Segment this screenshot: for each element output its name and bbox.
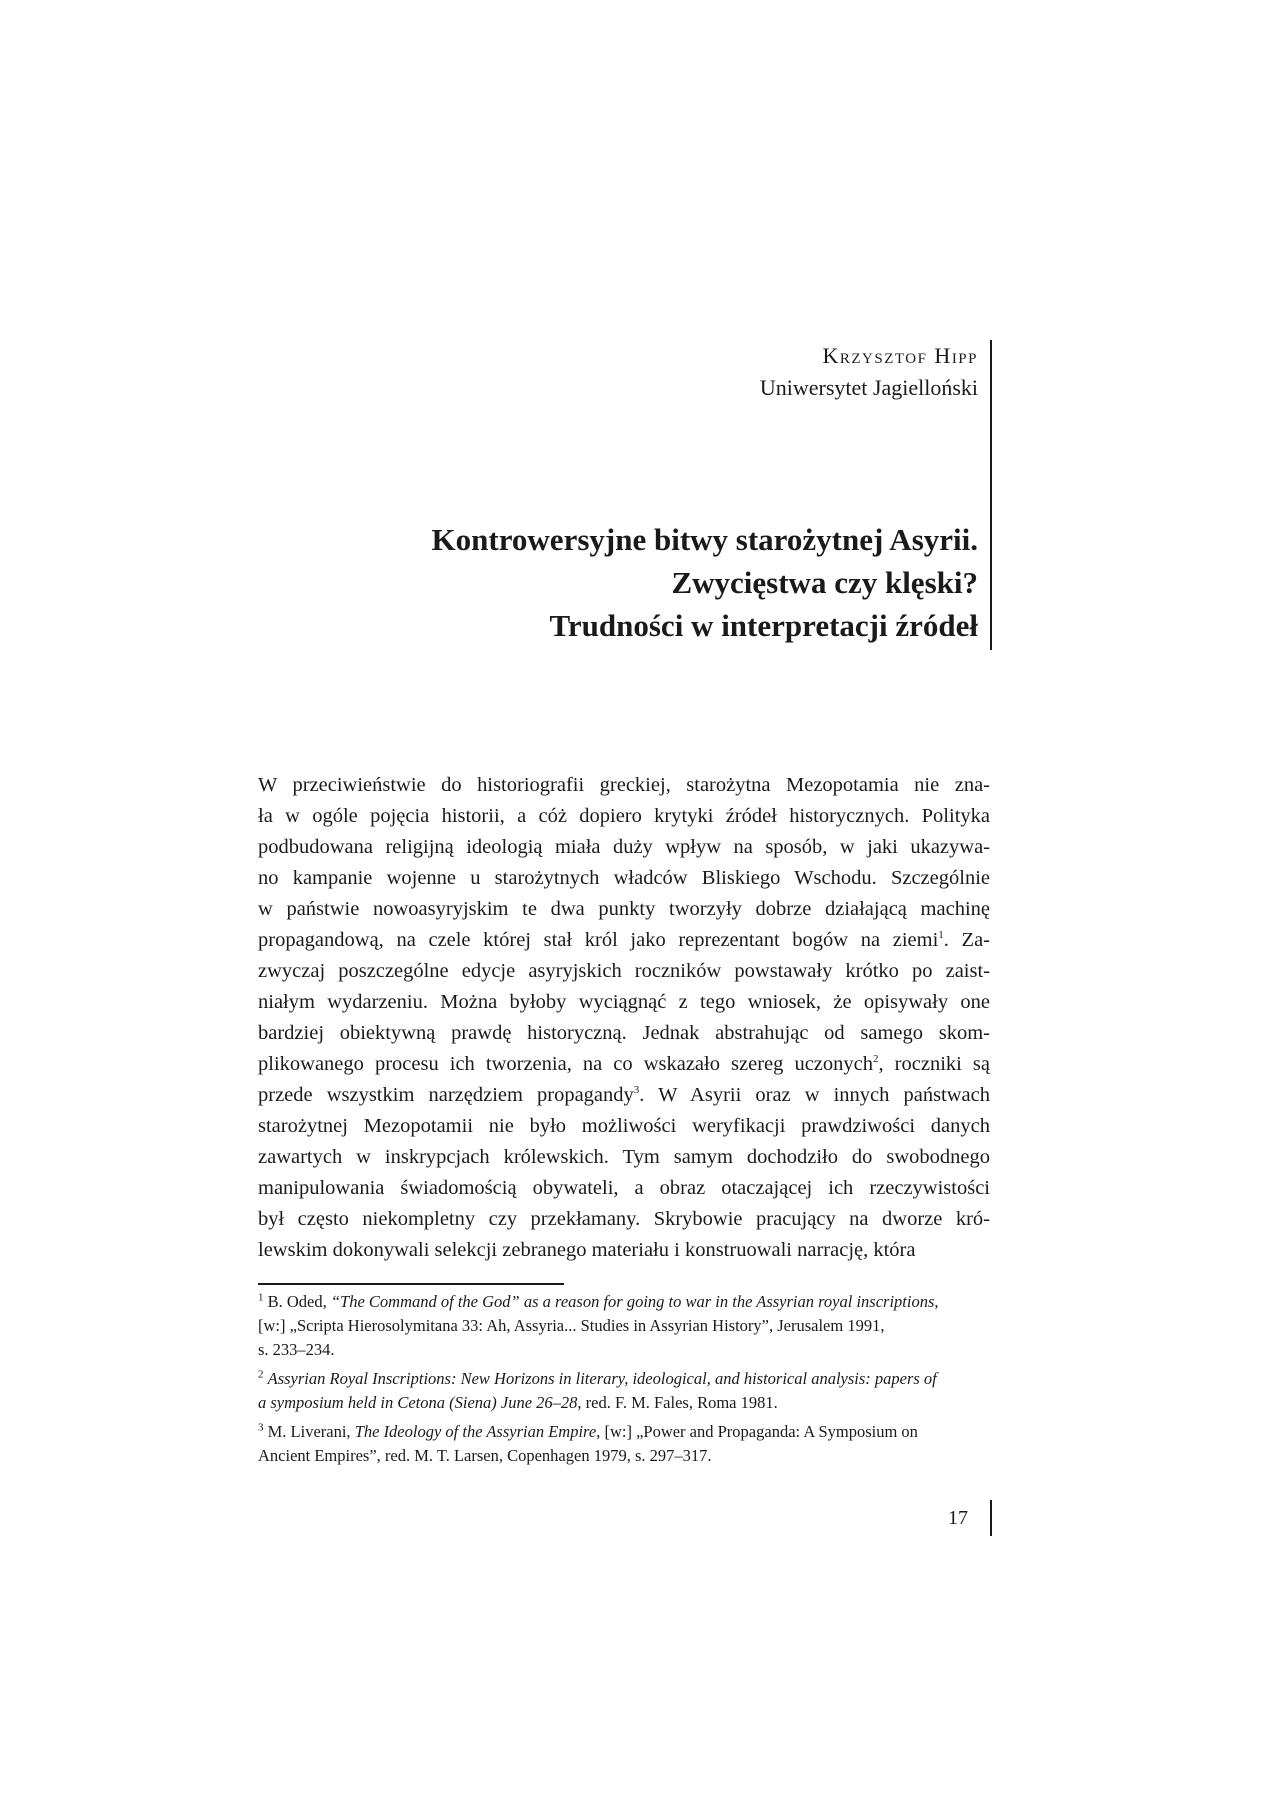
footnote-line — [258, 1290, 990, 1314]
footnote-title: “The Command of the God” as a reason for going to war in the Assyrian royal inscriptions, — [330, 1292, 939, 1311]
body-line: manipulowania świadomością obywateli, a obraz otaczającej ich rzeczywistości — [258, 1177, 990, 1199]
body-line: bardziej obiektywną prawdę historyczną. Jednak abstrahując od samego skom- — [258, 1022, 990, 1044]
body-line: W przeciwieństwie do historiografii greckiej, starożytna Mezopotamia nie zna- — [258, 774, 990, 796]
page-number-rule — [990, 1500, 992, 1536]
footnote-ref-2[interactable]: 2 — [873, 1053, 879, 1066]
title-line-1: Kontrowersyjne bitwy starożytnej Asyrii. — [431, 522, 978, 557]
footnote-line: [w:] „Scripta Hierosolymitana 33: Ah, Assyria... Studies in Assyrian History”, Jerusalem 1991, — [258, 1316, 885, 1335]
footnote-number: 1 — [258, 1291, 264, 1304]
footnote-1 — [258, 1290, 990, 1362]
body-line — [258, 1080, 990, 1111]
body-line: starożytnej Mezopotamii nie było możliwości weryfikacji prawdziwości danych — [258, 1115, 990, 1137]
footnote-text: B. Oded, — [263, 1292, 331, 1311]
title-line-3: Trudności w interpretacji źródeł — [549, 608, 978, 643]
body-line: ła w ogóle pojęcia historii, a cóż dopiero krytyki źródeł historycznych. Polityka — [258, 805, 990, 827]
footnote-ref-3[interactable]: 3 — [633, 1084, 640, 1097]
body-text: plikowanego procesu ich tworzenia, na co wskazało szereg uczonych — [258, 1053, 873, 1075]
author-title-rule — [990, 340, 992, 650]
title-line-2: Zwycięstwa czy klęski? — [671, 565, 978, 600]
body-line: zawartych w inskrypcjach królewskich. Tym samym dochodziło do swobodnego — [258, 1146, 990, 1168]
footnote-3 — [258, 1420, 990, 1468]
page-number: 17 — [948, 1507, 968, 1529]
body-paragraph — [258, 770, 990, 1266]
body-text: . W Asyrii oraz w innych państwach — [639, 1084, 991, 1106]
footnotes — [258, 1290, 990, 1473]
footnote-text: M. Liverani, — [263, 1422, 355, 1441]
author-name: Krzysztof Hipp — [822, 343, 978, 368]
body-text: przede wszystkim narzędziem propagandy — [258, 1084, 634, 1106]
body-text: . Za- — [943, 929, 990, 951]
body-line: zwyczaj poszczególne edycje asyryjskich roczników powstawały krótko po zaist- — [258, 960, 990, 982]
footnote-line — [258, 1367, 990, 1391]
body-text: , roczniki są — [878, 1053, 990, 1075]
footnote-number: 3 — [258, 1421, 264, 1434]
footnote-text: , red. F. M. Fales, Roma 1981. — [577, 1393, 778, 1412]
footnote-separator — [258, 1283, 564, 1285]
body-line: no kampanie wojenne u starożytnych władców Bliskiego Wschodu. Szczególnie — [258, 867, 990, 889]
footnote-title: Assyrian Royal Inscriptions: New Horizons in literary, ideological, and historical analysis: papers of — [267, 1369, 937, 1388]
body-line: niałym wydarzeniu. Można byłoby wyciągnąć z tego wniosek, że opisywały one — [258, 991, 990, 1013]
footnote-number: 2 — [258, 1368, 264, 1381]
body-line: w państwie nowoasyryjskim te dwa punkty tworzyły dobrze działającą machinę — [258, 898, 990, 920]
body-line — [258, 1049, 990, 1080]
body-line: lewskim dokonywali selekcji zebranego materiału i konstruowali narrację, która — [258, 1239, 916, 1261]
footnote-ref-1[interactable]: 1 — [938, 929, 944, 942]
footnote-2 — [258, 1367, 990, 1415]
author-affiliation: Uniwersytet Jagielloński — [759, 375, 978, 400]
body-line: był często niekompletny czy przekłamany. Skrybowie pracujący na dworze kró- — [258, 1208, 990, 1230]
footnote-line: Ancient Empires”, red. M. T. Larsen, Copenhagen 1979, s. 297–317. — [258, 1446, 712, 1465]
footnote-text: , [w:] „Power and Propaganda: A Symposium on — [596, 1422, 918, 1441]
footnote-title: a symposium held in Cetona (Siena) June 26–28 — [258, 1393, 578, 1412]
article-title — [432, 518, 978, 647]
body-line — [258, 925, 990, 956]
author-block — [760, 340, 978, 404]
footnote-line: s. 233–234. — [258, 1340, 335, 1359]
body-text: propagandową, na czele której stał król jako reprezentant bogów na ziemi — [258, 929, 939, 951]
footnote-line — [258, 1391, 990, 1415]
footnote-line — [258, 1420, 990, 1444]
body-line: podbudowana religijną ideologią miała duży wpływ na sposób, w jaki ukazywa- — [258, 836, 990, 858]
footnote-title: The Ideology of the Assyrian Empire — [354, 1422, 597, 1441]
